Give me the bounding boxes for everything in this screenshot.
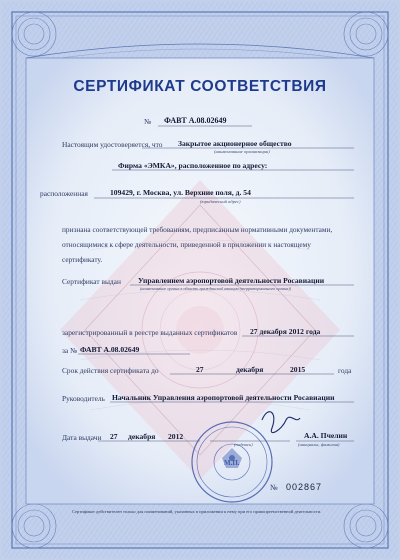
- issue-month: декабря: [128, 432, 156, 441]
- organization-name-2: Фирма «ЭМКА», расположенное по адресу:: [118, 161, 268, 170]
- serial-label: №: [270, 483, 278, 492]
- body-line-1: признана соответствующей требованиям, предписанным нормативными документами,: [62, 225, 333, 234]
- signatory-name: А.А. Пчелин: [304, 431, 348, 440]
- located-label: расположенная: [40, 189, 88, 198]
- address-caption: (юридический адрес): [200, 199, 241, 204]
- serial-number: 002867: [286, 482, 323, 492]
- number-label: №: [144, 117, 152, 126]
- reg-prefix: за №: [62, 346, 78, 355]
- certificate-title: СЕРТИФИКАТ СООТВЕТСТВИЯ: [73, 78, 327, 95]
- head-title: Начальник Управления аэропортовой деятельности Росавиации: [112, 393, 335, 402]
- reg-number: ФАВТ А.08.02649: [80, 345, 140, 354]
- validity-month: декабря: [236, 365, 264, 374]
- issue-date-label: Дата выдачи: [62, 433, 102, 442]
- body-line-2: относящимися к сфере деятельности, приведенной в приложении к настоящему: [62, 240, 311, 249]
- issue-year: 2012: [168, 432, 184, 441]
- signatory-caption: (инициалы, фамилия): [298, 442, 340, 447]
- issue-day: 27: [110, 432, 118, 441]
- validity-label: Срок действия сертификата до: [62, 366, 159, 375]
- address: 109429, г. Москва, ул. Верхние поля, д. 54: [110, 188, 251, 197]
- issued-label: Сертификат выдан: [62, 277, 121, 286]
- footer-note: Сертификат действителен только для поименований, указанных в приложении к нему при его правопреемственной деятельности.: [72, 509, 322, 514]
- signature-caption: (подпись): [234, 442, 253, 447]
- head-label: Руководитель: [62, 394, 105, 403]
- mp-mark: М.П.: [224, 459, 240, 467]
- validity-year: 2015: [290, 365, 306, 374]
- organization-caption: (наименование организации): [214, 149, 270, 154]
- registered-label: зарегистрированный в реестре выданных сертификатов: [62, 328, 238, 337]
- issuer: Управлением аэропортовой деятельности Росавиации: [138, 276, 325, 285]
- organization-name: Закрытое акционерное общество: [178, 139, 292, 148]
- validity-suffix: года: [338, 366, 352, 375]
- body-line-3: сертификату.: [62, 255, 103, 264]
- issuer-caption: (наименование органа в области гражданской авиации (территориального органа)): [140, 286, 292, 291]
- certifies-label: Настоящим удостоверяется, что: [62, 140, 163, 149]
- registered-date: 27 декабря 2012 года: [250, 327, 321, 336]
- certificate-number: ФАВТ А.08.02649: [164, 116, 227, 125]
- validity-day: 27: [196, 365, 204, 374]
